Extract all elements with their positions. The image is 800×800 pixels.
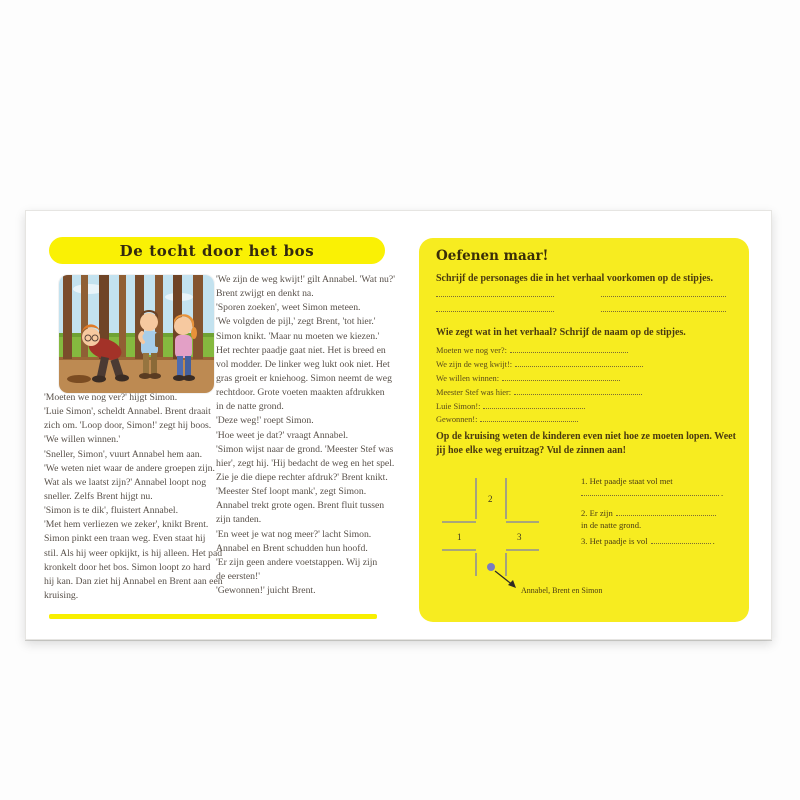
answer-line <box>436 301 554 312</box>
answer-line <box>651 534 711 544</box>
road-label-1: 1 <box>457 532 462 542</box>
quote-row <box>436 399 696 413</box>
story-line: 'Luie Simon', scheldt Annabel. Brent draait <box>44 406 211 418</box>
story-line: 'We weten niet waar de andere groepen zijn. <box>44 462 215 474</box>
story-line: zich om. 'Loop door, Simon!' zegt hij boos. <box>44 420 212 432</box>
answer-line <box>480 412 578 422</box>
exercise1-instruction: Schrijf de personages die in het verhaal voorkomen op de stipjes. <box>436 273 713 284</box>
arrowhead-icon <box>508 580 516 588</box>
quote-row <box>436 343 696 357</box>
story-line: in de natte grond. <box>216 401 284 413</box>
story-line: 'Sneller, Simon', vuurt Annabel hem aan. <box>44 448 203 460</box>
children-position-label: Annabel, Brent en Simon <box>521 586 603 595</box>
story-line: 'Hoe weet je dat?' vraagt Annabel. <box>216 429 349 441</box>
sentence-2: 2. Er zijn <box>581 506 716 518</box>
story-line: 'Deze weg!' roept Simon. <box>216 415 314 427</box>
story-line: Simon knikt. 'Maar nu moeten we kiezen.' <box>216 330 380 342</box>
story-line: 'Simon is te dik', fluistert Annabel. <box>44 505 178 517</box>
sentence-3: 3. Het paadje is vol . <box>581 536 715 546</box>
quote-row <box>436 357 696 371</box>
story-line: 'We volgden de pijl,' zegt Brent, 'tot hier.' <box>216 316 376 328</box>
answer-line <box>514 385 642 395</box>
story-line: kronkelt door het bos. Simon loopt zo hard <box>44 561 211 573</box>
story-line: sneller. Zelfs Brent hijgt nu. <box>44 490 153 502</box>
sentence-1: 1. Het paadje staat vol met <box>581 476 673 486</box>
quote-list <box>436 343 696 426</box>
story-line: kruising. <box>44 589 79 601</box>
story-line: rechtdoor. Grote voeten maakten afdrukken <box>216 387 385 399</box>
story-title-banner <box>49 237 385 264</box>
story-line: hier', zegt hij. 'Hij bedacht de weg en het spel. <box>216 457 395 469</box>
sentence-2-continuation: in de natte grond. <box>581 520 642 530</box>
story-line: 'Gewonnen!' juicht Brent. <box>216 585 316 597</box>
answer-line <box>483 399 585 409</box>
answer-line <box>502 371 620 381</box>
story-line: de eersten!' <box>216 570 260 582</box>
page-footer-bar <box>49 614 377 619</box>
story-line: 'We zijn de weg kwijt!' gilt Annabel. 'Wat nu?' <box>216 274 395 285</box>
road-label-3: 3 <box>517 532 522 542</box>
story-line: Annabel en Brent schudden hun hoofd. <box>216 542 368 554</box>
story-column-left <box>44 391 223 603</box>
answer-line <box>616 506 716 516</box>
quote-label: Moeten we nog ver?: <box>436 346 507 355</box>
story-line: 'Met hem verliezen we zeker', knikt Brent. <box>44 519 209 531</box>
story-line: 'Meester Stef loopt mank', zegt Simon. <box>216 486 367 498</box>
quote-row <box>436 412 696 426</box>
story-line: Annabel trekt grote ogen. Brent fluit tussen <box>216 500 385 512</box>
quote-label: Gewonnen!: <box>436 415 478 425</box>
story-line: Wat als we laatst zijn?' Annabel loopt nog <box>44 476 207 488</box>
story-line: 'Simon wijst naar de grond. 'Meester Stef was <box>216 443 394 455</box>
story-line: hij kan. Dan ziet hij Annabel en Brent aan een <box>44 575 223 587</box>
quote-label: Luie Simon!: <box>436 401 481 411</box>
answer-line <box>601 286 726 297</box>
answer-line <box>510 343 628 353</box>
crossing-diagram <box>439 474 589 599</box>
story-line: 'We willen winnen.' <box>44 434 121 446</box>
quote-label: We zijn de weg kwijt!: <box>436 359 513 369</box>
book-spread <box>25 210 772 640</box>
quote-label: Meester Stef was hier: <box>436 387 512 397</box>
story-line: gras groeit er kniehoog. Simon neemt de weg <box>216 372 392 384</box>
answer-line <box>601 301 726 312</box>
story-line: Het rechter paadje gaat niet. Het is breed en <box>216 344 386 356</box>
answer-line <box>436 286 554 297</box>
story-line: 'Moeten we nog ver?' hijgt Simon. <box>44 392 178 403</box>
story-illustration <box>59 275 214 393</box>
story-column-right <box>216 273 416 598</box>
children-position-dot <box>487 563 495 571</box>
exercise2-instruction: Wie zegt wat in het verhaal? Schrijf de naam op de stipjes. <box>436 327 686 338</box>
sentence-1-answer-line: . <box>581 486 723 498</box>
story-line: stil. Als hij weer opkijkt, is hij alleen. Het pad <box>44 547 223 559</box>
quote-row <box>436 371 696 385</box>
exercise3-instruction: Op de kruising weten de kinderen even niet hoe ze moeten lopen. Weet jij hoe elke weg eruitzag? Vul de zinnen aan! <box>436 431 736 456</box>
story-line: vol modder. De linker weg lukt ook niet. Het <box>216 358 390 370</box>
story-line: Zie je die diepe rechter afdruk?' Brent knikt. <box>216 471 388 483</box>
answer-line <box>515 357 643 367</box>
story-line: Brent zwijgt en denkt na. <box>216 288 314 300</box>
story-title: De tocht door het bos <box>119 241 315 260</box>
exercise-page <box>419 238 749 622</box>
story-line: 'En weet je wat nog meer?' lacht Simon. <box>216 528 372 540</box>
exercise-page-title: Oefenen maar! <box>436 248 549 264</box>
story-line: 'Er zijn geen andere voetstappen. Wij zijn <box>216 556 378 568</box>
road-label-2: 2 <box>488 494 493 504</box>
quote-row <box>436 385 696 399</box>
story-line: 'Sporen zoeken', weet Simon meteen. <box>216 302 361 314</box>
story-line: zijn tanden. <box>216 514 262 526</box>
quote-label: We willen winnen: <box>436 373 500 383</box>
story-line: Simon pinkt een traan weg. Even staat hij <box>44 533 206 545</box>
